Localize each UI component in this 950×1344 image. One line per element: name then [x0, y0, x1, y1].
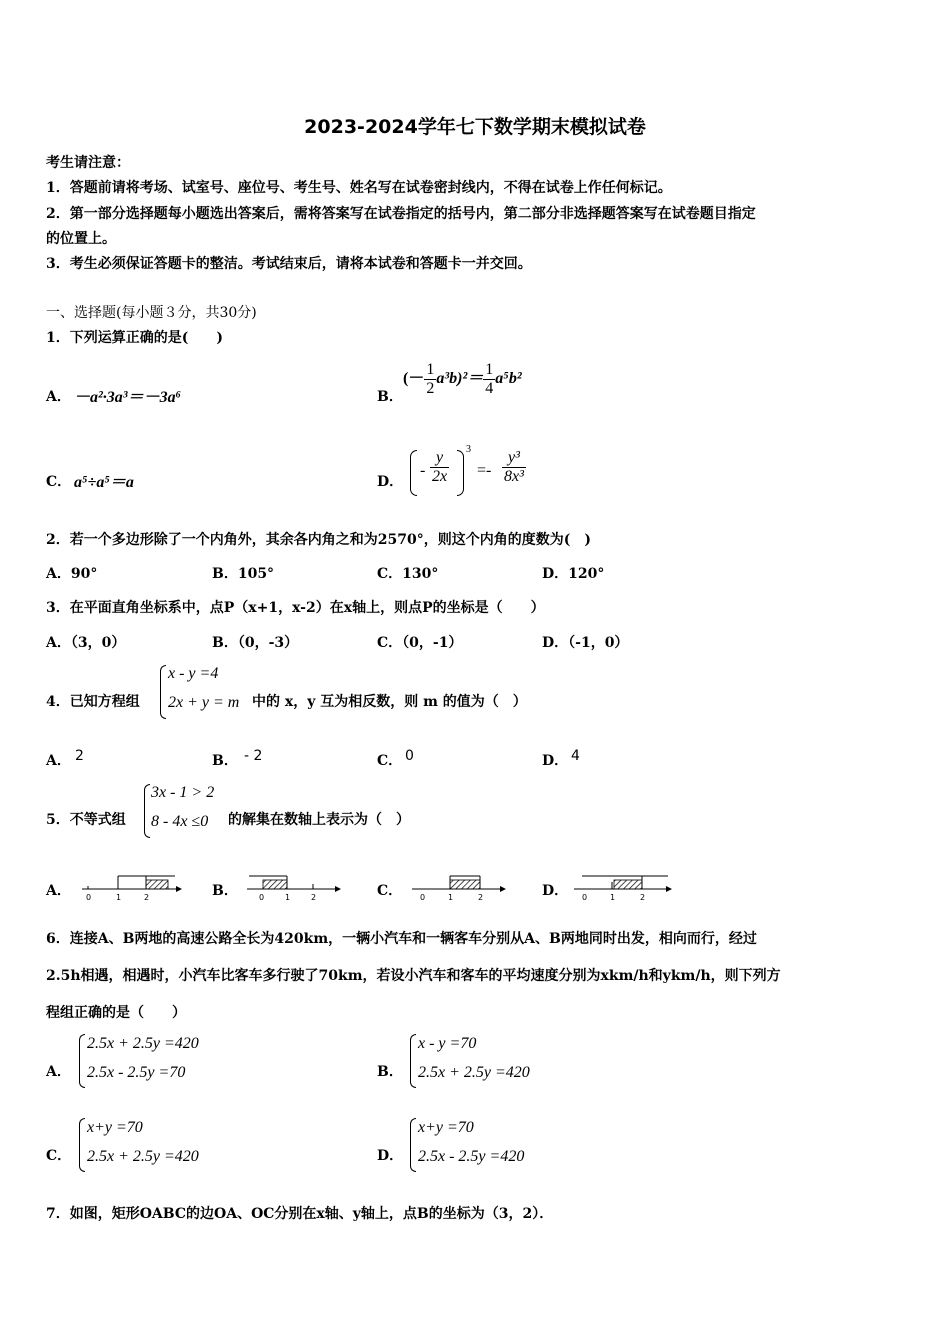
q7-stem: 7．如图，矩形OABC的边OA、OC分别在x轴、y轴上，点B的坐标为（3，2）． [46, 1206, 554, 1222]
q1-d-equals: =- [477, 462, 492, 479]
tick-label-1: 1 [448, 893, 454, 902]
q6-d-equation-1: x+y =70 [418, 1119, 474, 1136]
q1-b-mid: a³b)²＝ [436, 370, 484, 388]
q6-c-brace [79, 1118, 85, 1172]
tick-label-0: 0 [420, 893, 426, 902]
q1-d-f1-num: y [436, 449, 444, 466]
q1-option-b-expr [403, 361, 522, 398]
q2-option-b: B．105° [212, 566, 275, 582]
q5-option-a-number-line [80, 872, 185, 902]
q1-b-post: a⁵b² [495, 370, 522, 388]
q6-c-equation-2: 2.5x + 2.5y =420 [87, 1148, 199, 1165]
q4-option-a-value: 2 [75, 748, 84, 764]
q1-b-f2-num: 1 [485, 361, 494, 378]
q3-option-d: D．（-1，0） [542, 635, 629, 651]
q5-inequality-1: 3x - 1 > 2 [151, 784, 215, 801]
q3-stem: 3．在平面直角坐标系中，点P（x+1，x-2）在x轴上，则点P的坐标是（ ） [46, 600, 545, 616]
q1-option-b-label: B． [377, 389, 403, 405]
tick-label-2: 2 [311, 893, 317, 902]
q4-option-c-label: C． [377, 753, 403, 769]
q1-d-f2-num: y³ [508, 449, 520, 466]
q1-d-f2-den: 8x³ [504, 468, 524, 485]
q6-b-equation-1: x - y =70 [418, 1035, 477, 1052]
q2-option-d: D．120° [542, 566, 605, 582]
q6-a-equation-2: 2.5x - 2.5y =70 [87, 1064, 186, 1081]
q1-d-fraction-2 [502, 449, 526, 486]
q6-c-equation-1: x+y =70 [87, 1119, 143, 1136]
q6-option-b-label: B． [377, 1064, 403, 1080]
q2-option-a: A．90° [46, 566, 98, 582]
notice-item-1: 1．答题前请将考场、试室号、座位号、考生号、姓名写在试卷密封线内，不得在试卷上作任何标记。 [46, 180, 672, 196]
tick-label-0: 0 [582, 893, 588, 902]
q1-d-power: 3 [466, 444, 471, 455]
shaded-region [450, 880, 480, 889]
q4-stem-post: 中的 x，y 互为相反数，则 m 的值为（ ） [252, 694, 527, 710]
q6-d-equation-2: 2.5x - 2.5y =420 [418, 1148, 525, 1165]
q5-option-b-label: B． [212, 883, 238, 899]
q1-b-f2-den: 4 [485, 380, 494, 397]
q5-stem-post: 的解集在数轴上表示为（ ） [228, 812, 410, 828]
q6-a-equation-1: 2.5x + 2.5y =420 [87, 1035, 199, 1052]
q4-option-a-label: A． [46, 753, 71, 769]
q1-b-fraction-1 [424, 361, 436, 398]
q4-equation-2: 2x + y = m [168, 694, 240, 711]
q5-option-c-label: C． [377, 883, 403, 899]
q1-b-f1-num: 1 [426, 361, 435, 378]
q5-stem-pre: 5．不等式组 [46, 812, 126, 828]
tick-label-1: 1 [610, 893, 616, 902]
q6-stem-line-1: 6．连接A、B两地的高速公路全长为420km，一辆小汽车和一辆客车分别从A、B两地同时出发，相向而行，经过 [46, 931, 757, 947]
q3-option-c: C．（0，-1） [377, 635, 463, 651]
axis-arrow-icon [176, 886, 182, 892]
q2-stem: 2．若一个多边形除了一个内角外，其余各内角之和为2570°，则这个内角的度数为( ) [46, 532, 591, 548]
q4-option-d-label: D． [542, 753, 569, 769]
q6-b-brace [410, 1034, 416, 1088]
q1-option-c-expr: a⁵÷a⁵＝a [74, 474, 134, 491]
notice-item-2: 2．第一部分选择题每小题选出答案后，需将答案写在试卷指定的括号内，第二部分非选择题答案写在试卷题目指定 [46, 206, 756, 222]
q6-option-c-label: C． [46, 1148, 72, 1164]
q6-stem-line-2: 2.5h相遇，相遇时，小汽车比客车多行驶了70km，若设小汽车和客车的平均速度分别为xkm/h和ykm/h，则下列方 [46, 968, 781, 984]
q6-b-equation-2: 2.5x + 2.5y =420 [418, 1064, 530, 1081]
q3-option-b: B．（0，-3） [212, 635, 299, 651]
axis-arrow-icon [335, 886, 341, 892]
q6-d-brace [410, 1118, 416, 1172]
shaded-region [263, 880, 287, 889]
q6-a-brace [79, 1034, 85, 1088]
q5-option-a-label: A． [46, 883, 71, 899]
tick-label-2: 2 [478, 893, 484, 902]
q5-option-d-label: D． [542, 883, 569, 899]
tick-label-0: 0 [86, 893, 92, 902]
q4-system-brace [160, 665, 166, 719]
page-title: 2023-2024学年七下数学期末模拟试卷 [304, 116, 646, 138]
q1-option-a-label: A． [46, 389, 71, 405]
q4-option-d-value: 4 [571, 748, 580, 764]
q2-option-c: C．130° [377, 566, 439, 582]
q1-option-c-label: C． [46, 474, 72, 490]
shaded-region [614, 880, 642, 889]
q6-option-a-label: A． [46, 1064, 71, 1080]
q1-option-a-expr: －a²·3a³＝－3a⁶ [74, 389, 182, 406]
tick-label-2: 2 [640, 893, 646, 902]
q5-inequality-2: 8 - 4x ≤0 [151, 813, 209, 830]
tick-label-2: 2 [144, 893, 150, 902]
q1-stem: 1．下列运算正确的是( ) [46, 330, 223, 346]
notice-heading: 考生请注意： [46, 155, 130, 171]
q1-d-right-paren [457, 450, 464, 496]
notice-item-3: 3．考生必须保证答题卡的整洁。考试结束后，请将本试卷和答题卡一并交回。 [46, 256, 532, 272]
q4-option-c-value: 0 [405, 748, 414, 764]
q5-option-c-number-line [410, 872, 510, 902]
q1-b-pre: (－ [403, 370, 425, 388]
tick-label-1: 1 [285, 893, 291, 902]
q6-stem-line-3: 程组正确的是（ ） [46, 1005, 186, 1021]
q1-d-minus: - [420, 462, 426, 479]
q4-stem-pre: 4．已知方程组 [46, 694, 140, 710]
q1-d-left-paren [410, 450, 417, 496]
q5-option-b-number-line [245, 872, 345, 902]
q3-option-a: A．（3，0） [46, 635, 126, 651]
q4-option-b-label: B． [212, 753, 238, 769]
q5-system-brace [144, 784, 150, 838]
axis-arrow-icon [500, 886, 506, 892]
q1-d-fraction-1 [430, 449, 449, 486]
axis-arrow-icon [666, 886, 672, 892]
q1-d-f1-den: 2x [432, 468, 448, 485]
q6-option-d-label: D． [377, 1148, 404, 1164]
q1-b-f1-den: 2 [426, 380, 435, 397]
q5-option-d-number-line [572, 872, 677, 902]
q4-equation-1: x - y =4 [168, 665, 219, 682]
tick-label-0: 0 [259, 893, 265, 902]
q4-option-b-value: - 2 [244, 748, 263, 764]
q1-b-fraction-2 [483, 361, 495, 398]
notice-item-2-cont: 的位置上。 [46, 231, 116, 247]
q1-option-d-label: D． [377, 474, 404, 490]
tick-label-1: 1 [116, 893, 122, 902]
section-heading: 一、选择题(每小题３分，共30分) [46, 305, 257, 321]
shaded-region [146, 880, 168, 889]
